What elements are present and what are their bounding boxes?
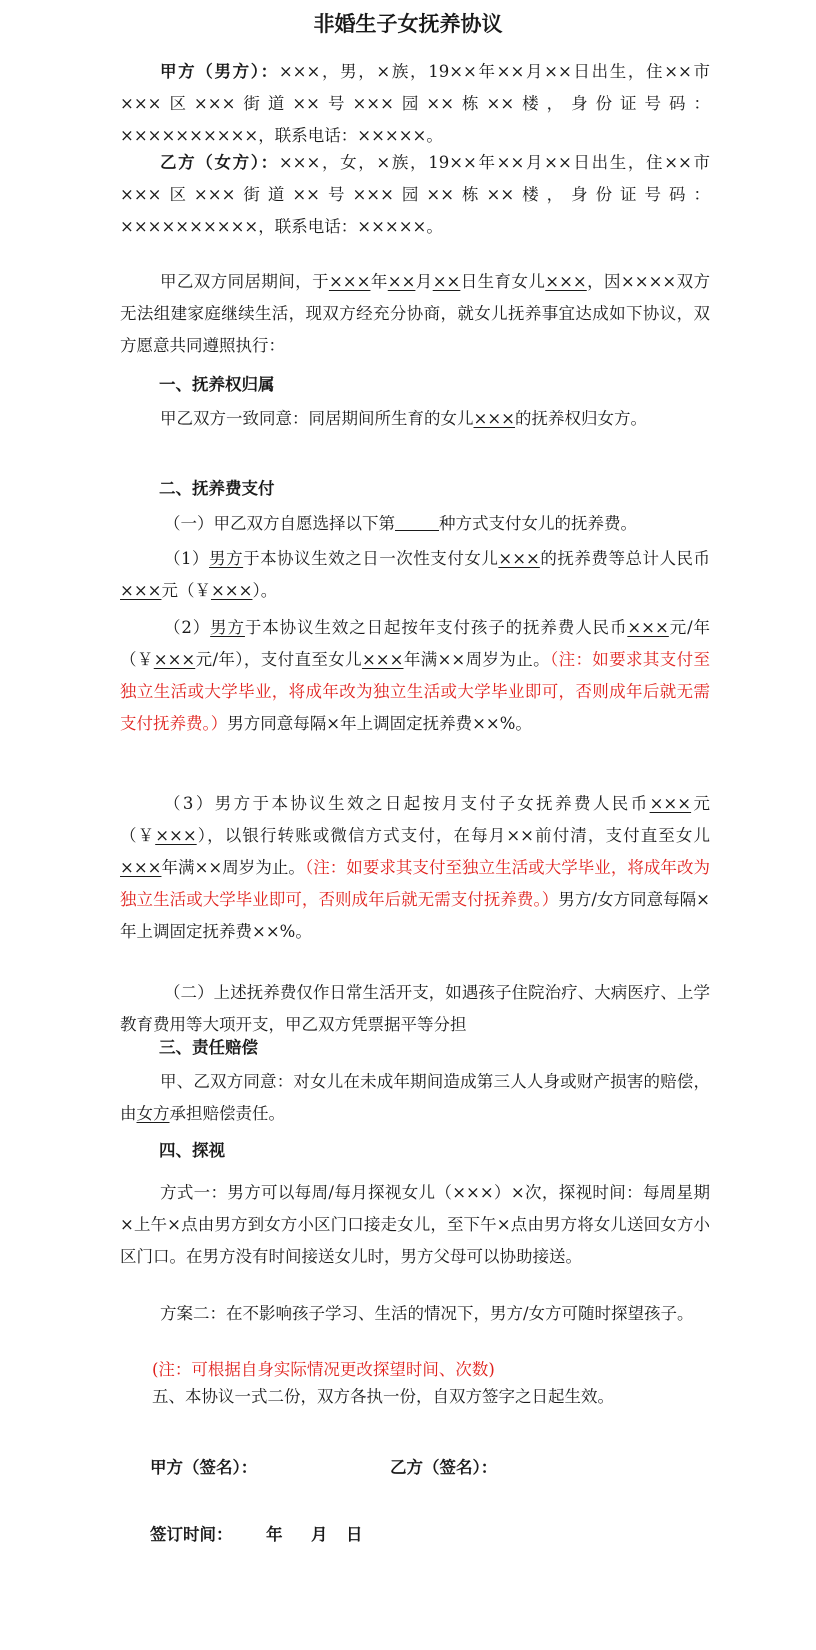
option-3-text: ），以银行转账或微信方式支付，在每月××前付清，支付直至女儿 [196, 826, 710, 845]
option-3-blank: ××× [649, 794, 692, 813]
extra-expense-paragraph: （二）上述抚养费仅作日常生活开支，如遇孩子住院治疗、大病医疗、上学教育费用等大项开支，甲乙双方凭票据平等分担 [120, 983, 710, 1034]
date-month: 月 [311, 1525, 328, 1544]
option-1-text: （1） [164, 549, 210, 568]
option-1-paragraph [120, 543, 710, 607]
intro-text: 年 [370, 272, 388, 291]
effectiveness-clause: 五、本协议一式二份，双方各执一份，自双方签字之日起生效。 [152, 1387, 614, 1406]
option-2-text: 于本协议生效之日起按年支付孩子的抚养费人民币 [244, 618, 628, 637]
option-3-blank: ××× [120, 858, 162, 877]
visit-method-2: 方案二：在不影响孩子学习、生活的情况下，男方/女方可随时探望孩子。 [160, 1304, 694, 1323]
intro-day-blank: ×× [432, 272, 461, 291]
liability-party: 女方 [136, 1104, 170, 1123]
party-a-label: 甲方（男方）： [160, 62, 279, 81]
intro-paragraph [120, 266, 710, 362]
option-2-text: 元/年（￥ [120, 618, 711, 669]
option-2-note: （注：如要求其支付至独立生活或大学毕业，将成年改为独立生活或大学毕业即可，否则成年后就无需支付抚养费。） [120, 650, 711, 733]
custody-text: 甲乙双方一致同意：同居期间所生育的女儿 [160, 409, 474, 428]
visit-note: (注：可根据自身实际情况更改探望时间、次数) [152, 1360, 495, 1379]
payment-choice-blank [395, 512, 439, 531]
intro-month-blank: ×× [387, 272, 416, 291]
section-4-heading: 四、探视 [159, 1141, 225, 1160]
party-b-text: ×××，女，×族，19××年××月××日出生，住××市×××区×××街道××号×××园××栋××楼，身份证号码：××××××××××，联系电话：×××××。 [120, 153, 710, 236]
section-3-heading: 三、责任赔偿 [159, 1038, 258, 1057]
option-2-blank: ××× [153, 650, 196, 669]
document-title: 非婚生子女抚养协议 [313, 12, 503, 36]
payment-choice-paragraph [120, 508, 710, 540]
liability-text: 甲、乙双方同意：对女儿在未成年期间造成第三人人身或财产损害的赔偿，由 [120, 1072, 710, 1123]
option-1-blank: ××× [498, 549, 540, 568]
option-1-text: 元（￥ [161, 581, 211, 600]
intro-daughter-blank: ××× [545, 272, 587, 291]
custody-text: 的抚养权归女方。 [514, 409, 647, 428]
payment-choice-text: 种方式支付女儿的抚养费。 [439, 514, 637, 533]
party-a-paragraph [120, 56, 710, 152]
option-3-text: 年满××周岁为止。 [161, 858, 305, 877]
party-a-text: ×××，男，×族，19××年××月××日出生，住××市×××区×××街道××号×××园××栋××楼，身份证号码：××××××××××，联系电话：×××××。 [120, 62, 710, 145]
option-3-text: 元（￥ [120, 794, 711, 845]
option-1-text: 于本协议生效之日一次性支付女儿 [243, 549, 499, 568]
visit-method-1: 方式一：男方可以每周/每月探视女儿（×××）×次，探视时间：每周星期×上午×点由男方到女方小区门口接走女儿，至下午×点由男方将女儿送回女方小区门口。在男方没有时间接送女儿时，男方父母可以协助接送。 [120, 1183, 710, 1266]
option-3-note: （注：如要求其支付至独立生活或大学毕业，将成年改为独立生活或大学毕业即可，否则成年后就无需支付抚养费。） [120, 858, 710, 909]
party-a-signature-label: 甲方（签名）： [150, 1458, 258, 1477]
intro-text: 月 [415, 272, 433, 291]
option-2-text: 男方同意每隔×年上调固定抚养费××%。 [227, 714, 532, 733]
option-3-paragraph [120, 788, 710, 948]
date-year: 年 [266, 1525, 283, 1544]
option-2-text: 年满××周岁为止。 [403, 650, 550, 669]
intro-text: 日生育女儿 [460, 272, 546, 291]
intro-text: 甲乙双方同居期间，于 [160, 272, 329, 291]
section-2-heading: 二、抚养费支付 [159, 479, 275, 498]
option-2-text: （2） [164, 618, 211, 637]
payment-choice-text: （一）甲乙双方自愿选择以下第 [164, 514, 395, 533]
signing-date-label: 签订时间： [150, 1525, 233, 1544]
custody-paragraph [120, 403, 710, 435]
option-3-text: 男方/女方同意每隔×年上调固定抚养费××%。 [120, 890, 711, 941]
option-2-blank: ××× [627, 618, 669, 637]
custody-daughter-blank: ××× [473, 409, 515, 428]
liability-text: 承担赔偿责任。 [169, 1104, 285, 1123]
party-b-signature-label: 乙方（签名）： [390, 1458, 498, 1477]
option-2-blank: ××× [361, 650, 404, 669]
option-1-blank: ××× [210, 581, 253, 600]
liability-paragraph [120, 1066, 710, 1130]
option-3-blank: ××× [155, 826, 197, 845]
option-1-blank: ××× [120, 581, 162, 600]
intro-year-blank: ××× [328, 272, 371, 291]
option-1-payer: 男方 [209, 549, 244, 568]
option-2-payer: 男方 [210, 618, 245, 637]
option-1-text: ）。 [252, 581, 278, 600]
option-2-text: 元/年），支付直至女儿 [195, 650, 362, 669]
party-b-label: 乙方（女方）： [160, 153, 279, 172]
party-b-paragraph [120, 147, 710, 243]
intro-text: ，因××××双方无法组建家庭继续生活，现双方经充分协商，就女儿抚养事宜达成如下协议，双方愿意共同遵照执行： [120, 272, 711, 355]
option-1-text: 的抚养费等总计人民币 [539, 549, 711, 568]
date-day: 日 [346, 1525, 363, 1544]
option-2-paragraph [120, 612, 710, 740]
section-1-heading: 一、抚养权归属 [159, 375, 275, 394]
option-3-text: （3）男方于本协议生效之日起按月支付子女抚养费人民币 [164, 794, 650, 813]
